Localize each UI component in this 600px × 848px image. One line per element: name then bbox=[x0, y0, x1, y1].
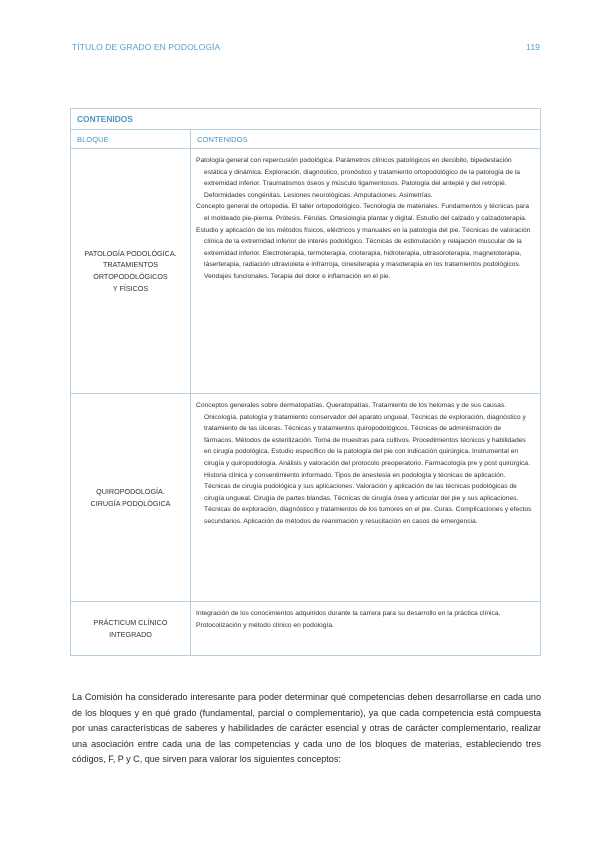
block-label-line: ORTOPODOLÓGICOS bbox=[93, 272, 168, 281]
block-label-line: INTEGRADO bbox=[109, 629, 152, 639]
block-label-line: Y FÍSICOS bbox=[112, 283, 149, 293]
content-paragraph: Protocolización y método clínico en podología. bbox=[196, 621, 334, 629]
content-paragraph: Estudio y aplicación de los métodos físicos, eléctricos y manuales en la patología del pie. Técnicas de valoración clínica de la extremidad inferior de interés podológico. Técnicas de estimulación y relajación muscular de la extremidad inferior. Electroterapia, termoterapia, crioterapia, hidroterapia, ultrasoroterapia, magnetoterapia, láserterapia, radiación ultravioleta e infrarroja, cinesiterapia y masoterapia en los tratamientos podológicos. Vendajes funcionales. Terapia del dolor e inflamación en el pie. bbox=[196, 226, 531, 280]
block-label-line: QUIROPODOLOGÍA. bbox=[96, 486, 165, 496]
content-paragraph: Patología general con repercusión podológica. Parámetros clínicos patológicos en decúbito, bipedestación estática y dinámica. Exploración, diagnóstico, pronóstico y tratamiento ortopodológico de la patología de la extremidad inferior. Traumatismos óseos y músculo ligamentosos. Patología del antepié y del retropié. Deformidades congénitas. Lesiones neurológicas. Amputaciones. Asimetrías. bbox=[196, 157, 520, 199]
contents-table bbox=[70, 108, 541, 656]
column-header-bloque: BLOQUE bbox=[71, 130, 191, 149]
running-header bbox=[72, 42, 540, 56]
content-cell bbox=[191, 394, 541, 602]
content-cell bbox=[191, 602, 541, 656]
content-paragraph: Conceptos generales sobre dermatopatías. Queratopatías. Tratamiento de los helomas y de sus causas. Onicología, patología y tratamiento conservador del aparato ungueal. Técnicas de exploración, diagnóstico y tratamiento de las úlceras. Técnicas y tratamientos quiropodológicos. Técnicas de administración de fármacos. Métodos de esterilización. Toma de muestras para cultivos. Procedimientos técnicos y habilidades en cirugía podológica. Estudio específico de la patología del pie con indicación quirúrgica. Instrumental en cirugía y quiropodología. Análisis y valoración del protocolo preoperatorio. Farmacología pre y post quirúrgica. Historia clínica y consentimiento informado. Tipos de anestesia en podología y técnicas de aplicación. Técnicas de cirugía podológica y sus aplicaciones. Valoración y aplicación de las técnicas podológicas de cirugía ungueal. Cirugía de partes blandas. Técnicas de cirugía ósea y articular del pie y sus aplicaciones. Técnicas de exploración, diagnóstico y tratamientos de los tumores en el pie. Curas. Complicaciones y efectos secundarios. Aplicación de métodos de reanimación y resucitación en casos de emergencia. bbox=[196, 402, 532, 525]
block-cell bbox=[71, 149, 191, 394]
block-label-line: PATOLOGÍA PODOLÓGICA. bbox=[84, 248, 177, 258]
table-row bbox=[71, 394, 541, 602]
block-cell bbox=[71, 394, 191, 602]
content-paragraph: Concepto general de ortopedia. El taller ortopodológico. Tecnología de materiales. Fundamentos y técnicas para el moldeado pie-pierna. Prótesis. Férulas. Ortesiología plantar y digital. Estudio del calzado y calzadoterapia. bbox=[196, 203, 529, 222]
content-cell bbox=[191, 149, 541, 394]
block-label-line: CIRUGÍA PODOLÓGICA bbox=[90, 498, 171, 508]
table-caption: CONTENIDOS bbox=[71, 109, 541, 130]
block-label-line: TRATAMIENTOS bbox=[102, 260, 159, 270]
column-header-contenidos: CONTENIDOS bbox=[191, 130, 541, 149]
block-cell bbox=[71, 602, 191, 656]
running-title: TÍTULO DE GRADO EN PODOLOGÍA bbox=[72, 42, 221, 52]
content-paragraph: Integración de los conocimientos adquiridos durante la carrera para su desarrollo en la práctica clínica. bbox=[196, 610, 501, 617]
block-label-line: PRÁCTICUM CLÍNICO bbox=[93, 617, 168, 627]
table-row bbox=[71, 149, 541, 394]
table-row bbox=[71, 602, 541, 656]
page-number: 119 bbox=[526, 42, 540, 52]
body-paragraph: La Comisión ha considerado interesante para poder determinar qué competencias deben desarrollarse en cada uno de los bloques y en qué grado (fundamental, parcial o complementario), ya que cada competencia está compuesta por unas características de saberes y habilidades de carácter esencial y otras de carácter complementario, realizar una asociación entre cada una de las competencias y cada uno de los bloques de materias, estableciendo tres códigos, F, P y C, que sirven para valorar los siguientes conceptos: bbox=[72, 692, 541, 764]
